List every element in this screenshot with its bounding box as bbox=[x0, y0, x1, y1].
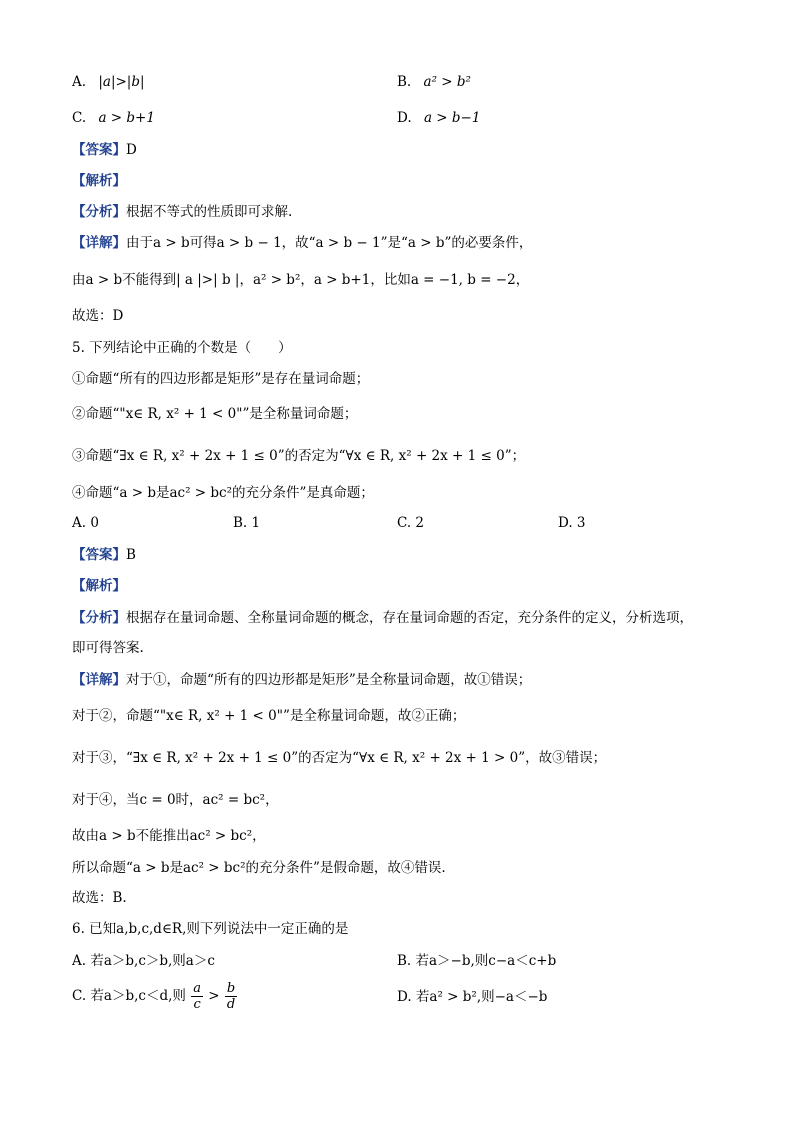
q4-option-b-math: a² > b² bbox=[423, 74, 471, 90]
q5-fenxi-line1 bbox=[72, 608, 693, 628]
greater-than-sign: > bbox=[208, 988, 220, 1004]
q4-option-c bbox=[72, 108, 155, 128]
q5-item-2: ②命题“"x∈ R, x² + 1 < 0"”是全称量词命题； bbox=[72, 406, 358, 422]
fraction-a-over-c bbox=[191, 981, 203, 1012]
q6-option-d: D. 若a² > b²,则−a＜−b bbox=[397, 989, 548, 1005]
fraction-denominator: d bbox=[226, 997, 236, 1012]
q4-option-a-label: A. bbox=[72, 74, 87, 90]
q6-option-a: A. 若a＞b,c＞b,则a＞c bbox=[72, 953, 215, 969]
q5-option-a: A. 0 bbox=[72, 515, 99, 531]
q4-option-a bbox=[72, 72, 145, 92]
fraction-numerator: a bbox=[193, 981, 201, 996]
q4-option-b-label: B. bbox=[397, 74, 412, 90]
q4-xiangjie-line1 bbox=[72, 233, 532, 253]
q4-option-a-math: |a|>|b| bbox=[98, 74, 145, 90]
q5-jiexi bbox=[72, 576, 126, 596]
xiangjie-text: 对于①，命题“所有的四边形都是矩形”是全称量词命题，故①错误； bbox=[126, 672, 532, 688]
fenxi-tag: 【分析】 bbox=[72, 610, 126, 626]
q4-answer bbox=[72, 140, 137, 160]
q6-stem: 6. 已知a,b,c,d∈R,则下列说法中一定正确的是 bbox=[72, 921, 349, 937]
answer-value: D bbox=[126, 142, 137, 158]
q4-option-d-math: a > b−1 bbox=[423, 110, 481, 126]
q5-item-4: ④命题“a > b是ac² > bc²的充分条件”是真命题； bbox=[72, 485, 374, 501]
q5-option-b: B. 1 bbox=[233, 515, 261, 531]
answer-tag: 【答案】 bbox=[72, 547, 126, 563]
q5-option-d: D. 3 bbox=[558, 515, 586, 531]
q5-xiangjie-line2: 对于②，命题“"x∈ R, x² + 1 < 0"”是全称量词命题，故②正确； bbox=[72, 708, 466, 724]
q5-answer bbox=[72, 545, 136, 565]
jiexi-tag: 【解析】 bbox=[72, 578, 126, 594]
xiangjie-text: 由于a > b可得a > b − 1，故“a > b − 1”是“a > b”的必要条件， bbox=[126, 235, 533, 251]
q5-xiangjie-line1 bbox=[72, 670, 531, 690]
xiangjie-tag: 【详解】 bbox=[72, 672, 126, 688]
q5-stem: 5. 下列结论中正确的个数是（ ） bbox=[72, 340, 292, 356]
q4-fenxi bbox=[72, 202, 292, 222]
xiangjie-tag: 【详解】 bbox=[72, 235, 126, 251]
q5-fenxi-line2: 即可得答案. bbox=[72, 640, 144, 656]
fraction-denominator: c bbox=[193, 997, 201, 1012]
q5-xiangjie-line4: 对于④，当c = 0时，ac² = bc²， bbox=[72, 792, 279, 808]
q6-option-b: B. 若a＞−b,则c−a＜c+b bbox=[397, 953, 557, 969]
q5-xiangjie-line6: 所以命题“a > b是ac² > bc²的充分条件”是假命题，故④错误. bbox=[72, 860, 446, 876]
q5-option-c: C. 2 bbox=[397, 515, 425, 531]
fenxi-tag: 【分析】 bbox=[72, 204, 126, 220]
q4-option-c-math: a > b+1 bbox=[98, 110, 155, 126]
q4-option-d bbox=[397, 108, 480, 128]
q4-option-c-label: C. bbox=[72, 110, 87, 126]
answer-tag: 【答案】 bbox=[72, 142, 126, 158]
q4-option-d-label: D. bbox=[397, 110, 412, 126]
q4-choose: 故选：D bbox=[72, 308, 124, 324]
q4-option-b bbox=[397, 72, 471, 92]
fenxi-text: 根据存在量词命题、全称量词命题的概念，存在量词命题的否定，充分条件的定义，分析选项， bbox=[126, 610, 693, 626]
q5-choose: 故选：B. bbox=[72, 890, 127, 906]
q6-option-c bbox=[72, 978, 238, 1014]
fraction-b-over-d bbox=[225, 981, 237, 1012]
q5-xiangjie-line3: 对于③，“∃x ∈ R, x² + 2x + 1 ≤ 0”的否定为“∀x ∈ R, x² + 2x + 1 > 0”，故③错误； bbox=[72, 750, 607, 766]
jiexi-tag: 【解析】 bbox=[72, 173, 126, 189]
q5-xiangjie-line5: 故由a > b不能推出ac² > bc²， bbox=[72, 828, 266, 844]
answer-value: B bbox=[126, 547, 136, 563]
fraction-numerator: b bbox=[226, 981, 236, 996]
q6-option-c-prefix: C. 若a＞b,c＜d,则 bbox=[72, 988, 186, 1004]
q4-jiexi bbox=[72, 171, 126, 191]
q4-xiangjie-line2: 由a > b不能得到| a |>| b |，a² > b²，a > b+1，比如a = −1, b = −2， bbox=[72, 272, 530, 288]
q5-item-1: ①命题“所有的四边形都是矩形”是存在量词命题； bbox=[72, 371, 370, 387]
fenxi-text: 根据不等式的性质即可求解. bbox=[126, 204, 293, 220]
q5-item-3: ③命题“∃x ∈ R, x² + 2x + 1 ≤ 0”的否定为“∀x ∈ R, x² + 2x + 1 ≤ 0”； bbox=[72, 448, 526, 464]
